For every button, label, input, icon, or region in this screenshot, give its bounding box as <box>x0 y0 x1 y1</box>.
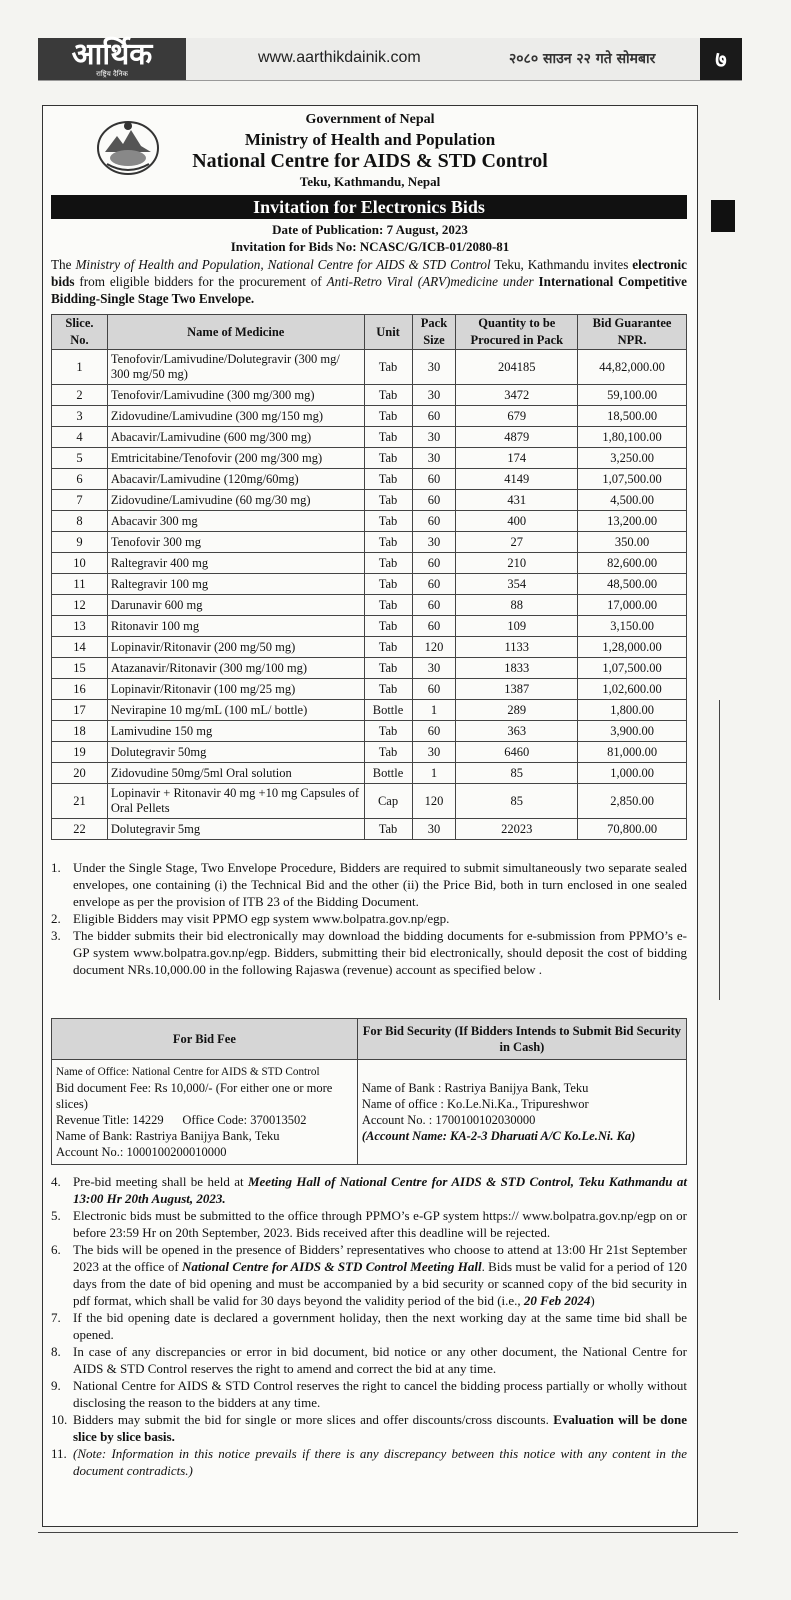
cell-bid-guarantee: 1,000.00 <box>578 763 687 784</box>
intro-paragraph <box>51 256 687 307</box>
cell-pack-size: 120 <box>412 637 456 658</box>
cell-medicine-name: Zidovudine/Lamivudine (60 mg/30 mg) <box>107 490 364 511</box>
table-row <box>52 490 687 511</box>
note-item <box>51 1411 687 1445</box>
table-row <box>52 448 687 469</box>
cell-quantity: 22023 <box>456 819 578 840</box>
security-line: Name of Bank : Rastriya Banijya Bank, Teku <box>361 1081 589 1095</box>
note-item <box>51 1377 687 1411</box>
newspaper-logo <box>38 38 186 80</box>
cell-bid-guarantee: 1,07,500.00 <box>578 658 687 679</box>
cell-unit: Tab <box>364 532 412 553</box>
cell-bid-guarantee: 70,800.00 <box>578 819 687 840</box>
cell-unit: Tab <box>364 637 412 658</box>
cell-slice-no: 20 <box>52 763 108 784</box>
adjacent-black-block <box>711 200 735 232</box>
cell-slice-no: 11 <box>52 574 108 595</box>
cell-medicine-name: Ritonavir 100 mg <box>107 616 364 637</box>
cell-unit: Tab <box>364 819 412 840</box>
cell-medicine-name: Lopinavir/Ritonavir (100 mg/25 mg) <box>107 679 364 700</box>
cell-pack-size: 30 <box>412 742 456 763</box>
table-row <box>52 616 687 637</box>
table-row <box>52 595 687 616</box>
cell-bid-guarantee: 59,100.00 <box>578 385 687 406</box>
intro-text: from eligible bidders for the procurement of <box>74 274 327 289</box>
table-row <box>52 637 687 658</box>
cell-slice-no: 17 <box>52 700 108 721</box>
table-row <box>52 658 687 679</box>
cell-quantity: 4879 <box>456 427 578 448</box>
cell-pack-size: 60 <box>412 721 456 742</box>
cell-slice-no: 10 <box>52 553 108 574</box>
cell-pack-size: 60 <box>412 616 456 637</box>
cell-pack-size: 60 <box>412 406 456 427</box>
cell-medicine-name: Dolutegravir 5mg <box>107 819 364 840</box>
cell-pack-size: 30 <box>412 448 456 469</box>
intro-arv: Anti-Retro Viral (ARV)medicine under <box>326 274 534 289</box>
cell-unit: Tab <box>364 553 412 574</box>
cell-medicine-name: Raltegravir 400 mg <box>107 553 364 574</box>
cell-medicine-name: Abacavir/Lamivudine (120mg/60mg) <box>107 469 364 490</box>
note-number: 11. <box>51 1446 67 1461</box>
intro-icb: International Competitive Bidding-Single Stage Two Envelope. <box>51 274 688 306</box>
table-row <box>52 406 687 427</box>
cell-unit: Bottle <box>364 763 412 784</box>
cell-medicine-name: Raltegravir 100 mg <box>107 574 364 595</box>
cell-medicine-name: Dolutegravir 50mg <box>107 742 364 763</box>
cell-slice-no: 3 <box>52 406 108 427</box>
cell-slice-no: 2 <box>52 385 108 406</box>
cell-quantity: 1833 <box>456 658 578 679</box>
cell-pack-size: 30 <box>412 819 456 840</box>
cell-quantity: 88 <box>456 595 578 616</box>
cell-slice-no: 9 <box>52 532 108 553</box>
table-row <box>52 350 687 385</box>
table-row <box>52 819 687 840</box>
cell-pack-size: 30 <box>412 350 456 385</box>
table-row <box>52 679 687 700</box>
cell-bid-guarantee: 1,02,600.00 <box>578 679 687 700</box>
cell-unit: Tab <box>364 406 412 427</box>
cell-bid-guarantee: 350.00 <box>578 532 687 553</box>
cell-medicine-name: Atazanavir/Ritonavir (300 mg/100 mg) <box>107 658 364 679</box>
cell-slice-no: 22 <box>52 819 108 840</box>
cell-unit: Tab <box>364 721 412 742</box>
note-text-part: The bids will be opened in the presence of Bidders’ representatives who choose to attend at 13:00 Hr 21st September 2023 at the office of <box>73 1242 687 1274</box>
note-text-emphasis: National Centre for AIDS & STD Control Meeting Hall <box>182 1259 482 1274</box>
col-bid: Bid Guarantee NPR. <box>578 315 687 350</box>
cell-slice-no: 14 <box>52 637 108 658</box>
note-text-part: Pre-bid meeting shall be held at <box>73 1174 248 1189</box>
security-cell <box>357 1060 686 1165</box>
note-number: 3. <box>51 928 61 943</box>
cell-bid-guarantee: 4,500.00 <box>578 490 687 511</box>
cell-medicine-name: Lamivudine 150 mg <box>107 721 364 742</box>
note-text-emphasis: Meeting Hall of National Centre for AIDS & STD Control, Teku Kathmandu at 13:00 Hr 20th August, 2023. <box>73 1174 688 1206</box>
col-unit: Unit <box>364 315 412 350</box>
note-number: 4. <box>51 1174 61 1189</box>
cell-slice-no: 7 <box>52 490 108 511</box>
note-number: 5. <box>51 1208 61 1223</box>
cell-unit: Tab <box>364 427 412 448</box>
cell-unit: Tab <box>364 616 412 637</box>
site-url: www.aarthikdainik.com <box>258 49 421 66</box>
cell-medicine-name: Emtricitabine/Tenofovir (200 mg/300 mg) <box>107 448 364 469</box>
cell-unit: Tab <box>364 574 412 595</box>
note-item <box>51 1173 687 1207</box>
bid-notice <box>42 105 698 1527</box>
cell-unit: Tab <box>364 350 412 385</box>
cell-pack-size: 60 <box>412 511 456 532</box>
col-pack: Pack Size <box>412 315 456 350</box>
table-row <box>52 574 687 595</box>
col-qty: Quantity to be Procured in Pack <box>456 315 578 350</box>
cell-slice-no: 8 <box>52 511 108 532</box>
cell-quantity: 6460 <box>456 742 578 763</box>
cell-medicine-name: Tenofovir/Lamivudine (300 mg/300 mg) <box>107 385 364 406</box>
adjacent-column-fragment <box>705 100 765 1520</box>
table-row <box>52 427 687 448</box>
table-row <box>52 742 687 763</box>
note-text: Electronic bids must be submitted to the office through PPMO’s e-GP system https:// www.bolpatra.gov.np/egp on or before 23:59 Hr on 20th September, 2023. Bids received after this deadline will be rejected. <box>73 1208 687 1240</box>
note-text-part: . Bids must be valid for a period of 120 days from the date of bid opening and must be accompanied by a bid security or scanned copy of the bid security in pdf format, which shall be valid for 30 days beyond the validity period of the bid (i.e., <box>73 1259 688 1308</box>
cell-medicine-name: Nevirapine 10 mg/mL (100 mL/ bottle) <box>107 700 364 721</box>
cell-quantity: 109 <box>456 616 578 637</box>
note-text: If the bid opening date is declared a government holiday, then the next working day at the same time bid shall be opened. <box>73 1310 687 1342</box>
cell-quantity: 1133 <box>456 637 578 658</box>
newspaper-masthead <box>38 38 742 81</box>
medicine-table <box>51 314 687 840</box>
cell-bid-guarantee: 81,000.00 <box>578 742 687 763</box>
security-line: Name of office : Ko.Le.Ni.Ka., Tripureshwor <box>361 1097 589 1111</box>
cell-quantity: 27 <box>456 532 578 553</box>
note-item <box>51 1207 687 1241</box>
note-item <box>51 1309 687 1343</box>
table-row <box>52 784 687 819</box>
cell-slice-no: 12 <box>52 595 108 616</box>
cell-unit: Tab <box>364 469 412 490</box>
cell-pack-size: 30 <box>412 427 456 448</box>
cell-medicine-name: Darunavir 600 mg <box>107 595 364 616</box>
note-number: 6. <box>51 1242 61 1257</box>
notes-list-b <box>51 1173 687 1479</box>
cell-medicine-name: Zidovudine 50mg/5ml Oral solution <box>107 763 364 784</box>
ifb-number: Invitation for Bids No: NCASC/G/ICB-01/2080-81 <box>230 239 510 254</box>
cell-medicine-name: Tenofovir 300 mg <box>107 532 364 553</box>
cell-unit: Tab <box>364 448 412 469</box>
note-item <box>51 927 687 978</box>
note-item <box>51 1241 687 1309</box>
table-row <box>52 700 687 721</box>
cell-medicine-name: Lopinavir/Ritonavir (200 mg/50 mg) <box>107 637 364 658</box>
cell-bid-guarantee: 3,250.00 <box>578 448 687 469</box>
intro-electronic-bids: electronic bids <box>51 257 687 289</box>
cell-quantity: 3472 <box>456 385 578 406</box>
cell-quantity: 679 <box>456 406 578 427</box>
cell-pack-size: 120 <box>412 784 456 819</box>
cell-bid-guarantee: 1,80,100.00 <box>578 427 687 448</box>
cell-unit: Tab <box>364 658 412 679</box>
cell-unit: Tab <box>364 679 412 700</box>
note-number: 9. <box>51 1378 61 1393</box>
cell-pack-size: 60 <box>412 490 456 511</box>
bid-fee-table <box>51 1018 687 1165</box>
note-item <box>51 1445 687 1479</box>
cell-slice-no: 5 <box>52 448 108 469</box>
page-number: ७ <box>700 38 742 80</box>
logo-subtitle: राष्ट्रिय दैनिक <box>96 70 128 78</box>
cell-medicine-name: Abacavir 300 mg <box>107 511 364 532</box>
cell-quantity: 431 <box>456 490 578 511</box>
cell-unit: Tab <box>364 742 412 763</box>
col-slice: Slice. No. <box>52 315 108 350</box>
cell-slice-no: 13 <box>52 616 108 637</box>
intro-text: Teku, Kathmandu invites <box>490 257 633 272</box>
cell-pack-size: 60 <box>412 574 456 595</box>
note-number: 1. <box>51 860 61 875</box>
fee-line: Name of Bank: Rastriya Banijya Bank, Teku <box>56 1129 280 1143</box>
table-row <box>52 532 687 553</box>
fee-line: Bid document Fee: Rs 10,000/- (For either one or more slices) <box>56 1081 333 1111</box>
note-text: (Note: Information in this notice prevails if there is any discrepancy between this notice with any content in the document contradicts.) <box>73 1446 687 1478</box>
cell-slice-no: 15 <box>52 658 108 679</box>
cell-bid-guarantee: 44,82,000.00 <box>578 350 687 385</box>
cell-pack-size: 30 <box>412 385 456 406</box>
cell-pack-size: 60 <box>412 469 456 490</box>
cell-bid-guarantee: 82,600.00 <box>578 553 687 574</box>
cell-medicine-name: Tenofovir/Lamivudine/Dolutegravir (300 mg/ 300 mg/50 mg) <box>107 350 364 385</box>
cell-medicine-name: Zidovudine/Lamivudine (300 mg/150 mg) <box>107 406 364 427</box>
cell-pack-size: 30 <box>412 658 456 679</box>
cell-pack-size: 1 <box>412 763 456 784</box>
cell-bid-guarantee: 1,07,500.00 <box>578 469 687 490</box>
cell-quantity: 85 <box>456 784 578 819</box>
note-number: 8. <box>51 1344 61 1359</box>
note-text: National Centre for AIDS & STD Control reserves the right to cancel the bidding process partially or wholly without disclosing the reason to the bidders at any time. <box>73 1378 687 1410</box>
cell-bid-guarantee: 3,150.00 <box>578 616 687 637</box>
note-number: 7. <box>51 1310 61 1325</box>
cell-medicine-name: Lopinavir + Ritonavir 40 mg +10 mg Capsules of Oral Pellets <box>107 784 364 819</box>
notes-list-a <box>51 859 687 978</box>
fee-line: Name of Office: National Centre for AIDS & STD Control <box>56 1066 320 1078</box>
note-item <box>51 910 687 927</box>
note-text <box>73 1241 687 1309</box>
cell-pack-size: 60 <box>412 553 456 574</box>
cell-unit: Tab <box>364 490 412 511</box>
cell-bid-guarantee: 13,200.00 <box>578 511 687 532</box>
note-number: 10. <box>51 1412 68 1427</box>
cell-slice-no: 19 <box>52 742 108 763</box>
fee-cell <box>52 1060 358 1165</box>
logo-text: आर्थिक <box>71 37 153 72</box>
cell-bid-guarantee: 1,28,000.00 <box>578 637 687 658</box>
cell-unit: Tab <box>364 385 412 406</box>
cell-unit: Cap <box>364 784 412 819</box>
note-text: The bidder submits their bid electronically may download the bidding documents for e-submission from PPMO’s e-GP system www.bolpatra.gov.np/egp. Bidders, submitting their bid electronically, should deposit the cost of bidding document NRs.10,000.00 in the following Rajaswa (revenue) account as specified below . <box>73 928 687 977</box>
cell-quantity: 174 <box>456 448 578 469</box>
gov-heading: Government of Nepal <box>305 112 435 127</box>
cell-pack-size: 60 <box>412 679 456 700</box>
cell-quantity: 210 <box>456 553 578 574</box>
cell-quantity: 204185 <box>456 350 578 385</box>
security-account-name: (Account Name: KA-2-3 Dharuati A/C Ko.Le.Ni. Ka) <box>361 1129 636 1143</box>
cell-quantity: 85 <box>456 763 578 784</box>
address-heading: Teku, Kathmandu, Nepal <box>299 174 441 189</box>
cell-quantity: 1387 <box>456 679 578 700</box>
cell-slice-no: 1 <box>52 350 108 385</box>
bid-fee-table-row <box>52 1060 687 1165</box>
cell-unit: Bottle <box>364 700 412 721</box>
cell-quantity: 289 <box>456 700 578 721</box>
cell-bid-guarantee: 48,500.00 <box>578 574 687 595</box>
cell-bid-guarantee: 1,800.00 <box>578 700 687 721</box>
publication-date: Date of Publication: 7 August, 2023 <box>272 222 468 237</box>
note-number: 2. <box>51 911 61 926</box>
table-row <box>52 469 687 490</box>
medicine-table-body <box>52 350 687 840</box>
note-item <box>51 1343 687 1377</box>
cell-slice-no: 18 <box>52 721 108 742</box>
cell-quantity: 400 <box>456 511 578 532</box>
cell-slice-no: 21 <box>52 784 108 819</box>
cell-unit: Tab <box>364 511 412 532</box>
intro-text: The <box>51 257 76 272</box>
cell-pack-size: 1 <box>412 700 456 721</box>
bottom-divider <box>38 1532 738 1533</box>
note-text: Under the Single Stage, Two Envelope Procedure, Bidders are required to submit simultaneously two separate sealed envelopes, one containing (i) the Technical Bid and the other (ii) the Price Bid, both in turn enclosed in one sealed envelope as per the provision of ITB 23 of the Bidding Document. <box>73 860 687 909</box>
note-text-emphasis: 20 Feb 2024 <box>523 1293 591 1308</box>
cell-slice-no: 16 <box>52 679 108 700</box>
bid-fee-table-header <box>52 1019 687 1060</box>
security-line: Account No. : 1700100102030000 <box>361 1113 536 1127</box>
table-row <box>52 511 687 532</box>
cell-quantity: 354 <box>456 574 578 595</box>
cell-slice-no: 6 <box>52 469 108 490</box>
table-row <box>52 553 687 574</box>
cell-slice-no: 4 <box>52 427 108 448</box>
note-text-emphasis: Evaluation will be done slice by slice basis. <box>73 1412 687 1444</box>
note-text-part: ) <box>590 1293 595 1308</box>
note-item <box>51 859 687 910</box>
ministry-heading: Ministry of Health and Population <box>244 130 496 149</box>
table-row <box>52 763 687 784</box>
table-row <box>52 721 687 742</box>
medicine-table-header <box>52 315 687 350</box>
note-text <box>73 1173 687 1207</box>
note-text: Eligible Bidders may visit PPMO egp system www.bolpatra.gov.np/egp. <box>73 911 450 926</box>
fee-header: For Bid Fee <box>52 1019 358 1060</box>
cell-pack-size: 60 <box>412 595 456 616</box>
cell-quantity: 4149 <box>456 469 578 490</box>
note-text-part: Bidders may submit the bid for single or more slices and offer discounts/cross discounts. <box>73 1412 554 1427</box>
note-text <box>73 1411 687 1445</box>
cell-quantity: 363 <box>456 721 578 742</box>
intro-ministry: Ministry of Health and Population, National Centre for AIDS & STD Control <box>75 257 491 272</box>
issue-date: २०८० साउन २२ गते सोमबार <box>509 51 656 67</box>
note-text: In case of any discrepancies or error in bid document, bid notice or any other document, the National Centre for AIDS & STD Control reserves the right to amend and correct the bid at any time. <box>73 1344 687 1376</box>
fee-line: Revenue Title: 14229 Office Code: 370013502 <box>56 1113 307 1127</box>
cell-unit: Tab <box>364 595 412 616</box>
notice-title: Invitation for Electronics Bids <box>51 195 687 219</box>
centre-heading: National Centre for AIDS & STD Control <box>192 150 548 172</box>
table-row <box>52 385 687 406</box>
security-header: For Bid Security (If Bidders Intends to Submit Bid Security in Cash) <box>357 1019 686 1060</box>
cell-bid-guarantee: 3,900.00 <box>578 721 687 742</box>
cell-bid-guarantee: 17,000.00 <box>578 595 687 616</box>
cell-medicine-name: Abacavir/Lamivudine (600 mg/300 mg) <box>107 427 364 448</box>
cell-bid-guarantee: 2,850.00 <box>578 784 687 819</box>
cell-bid-guarantee: 18,500.00 <box>578 406 687 427</box>
adjacent-divider-line <box>719 700 720 1000</box>
fee-line: Account No.: 1000100200010000 <box>56 1145 227 1159</box>
col-name: Name of Medicine <box>107 315 364 350</box>
cell-pack-size: 30 <box>412 532 456 553</box>
